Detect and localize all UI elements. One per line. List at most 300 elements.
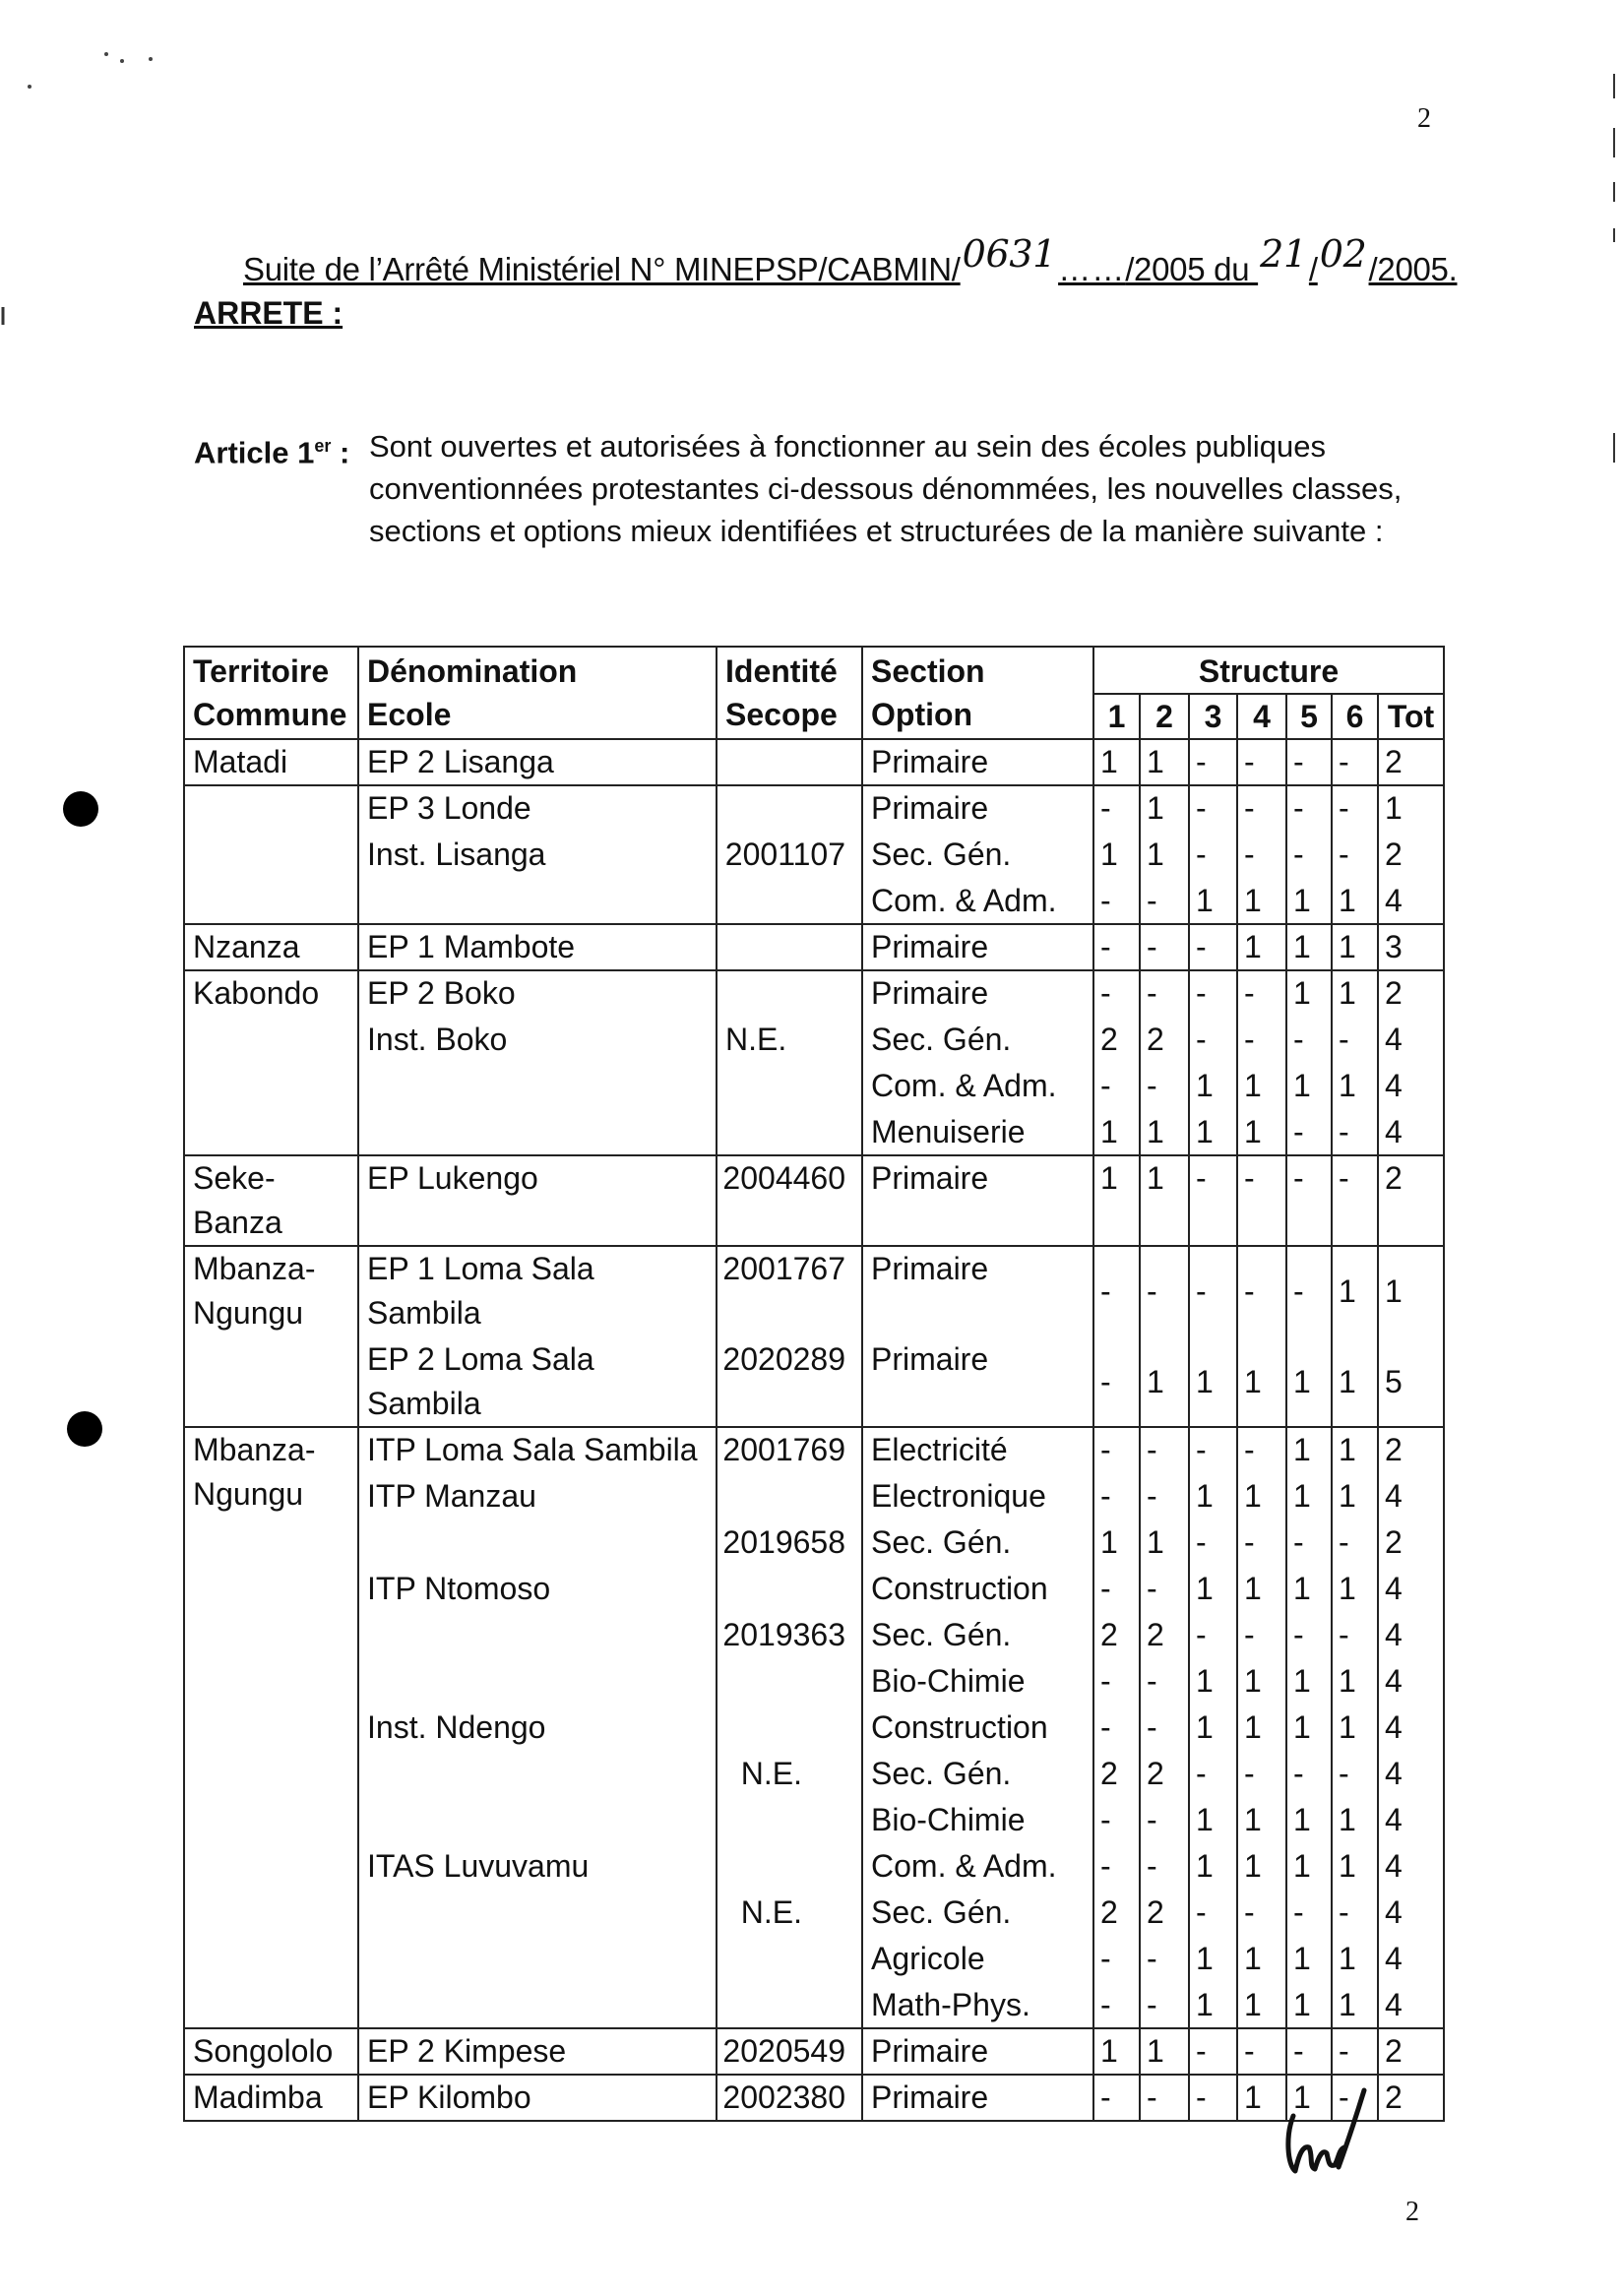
header-option-label: Option xyxy=(871,697,973,732)
cell-structure-3: - xyxy=(1189,2075,1237,2121)
cell-structure-1: - xyxy=(1093,785,1140,832)
cell-section: Primaire xyxy=(862,785,1093,832)
cell-section: Bio-Chimie xyxy=(862,1658,1093,1705)
cell-ecole: Inst. Lisanga xyxy=(358,832,717,878)
table-row xyxy=(184,878,1444,924)
cell-total: 1 xyxy=(1378,785,1444,832)
cell-structure-1: 1 xyxy=(1093,1109,1140,1155)
cell-structure-3: 1 xyxy=(1189,1797,1237,1843)
cell-identite xyxy=(717,970,862,1017)
decree-year-part: /2005 du xyxy=(1125,251,1259,287)
cell-section: Sec. Gén. xyxy=(862,1890,1093,1936)
cell-structure-4: 1 xyxy=(1237,1936,1286,1982)
cell-structure-3: - xyxy=(1189,1751,1237,1797)
cell-structure-3: 1 xyxy=(1189,878,1237,924)
cell-structure-3: - xyxy=(1189,1520,1237,1566)
handwritten-day: 21 xyxy=(1260,232,1307,276)
cell-structure-4: - xyxy=(1237,2028,1286,2075)
cell-structure-6: 1 xyxy=(1332,1843,1378,1890)
cell-structure-1: 2 xyxy=(1093,1751,1140,1797)
cell-identite xyxy=(717,1705,862,1751)
cell-territoire: Matadi xyxy=(184,739,358,785)
cell-ecole: ITP Manzau xyxy=(358,1473,717,1520)
cell-structure-4: - xyxy=(1237,785,1286,832)
cell-structure-6: 1 xyxy=(1332,1797,1378,1843)
cell-total: 4 xyxy=(1378,1566,1444,1612)
cell-ecole: EP 2 Lisanga xyxy=(358,739,717,785)
cell-ecole: EP 3 Londe xyxy=(358,785,717,832)
cell-structure-6: 1 xyxy=(1332,1336,1378,1427)
table-row xyxy=(184,1751,1444,1797)
table-row xyxy=(184,1063,1444,1109)
decree-year-end: /2005. xyxy=(1368,251,1458,287)
table-row xyxy=(184,2075,1444,2121)
cell-structure-3: 1 xyxy=(1189,1982,1237,2028)
cell-identite: 2020289 xyxy=(717,1336,862,1427)
cell-ecole: EP 1 Mambote xyxy=(358,924,717,970)
cell-total: 4 xyxy=(1378,1705,1444,1751)
cell-structure-2: 1 xyxy=(1140,739,1189,785)
cell-identite xyxy=(717,1566,862,1612)
cell-total: 4 xyxy=(1378,1797,1444,1843)
header-col-1: 1 xyxy=(1093,694,1140,739)
cell-structure-1: - xyxy=(1093,2075,1140,2121)
decree-reference xyxy=(243,232,1458,289)
table-row xyxy=(184,1658,1444,1705)
cell-identite xyxy=(717,924,862,970)
cell-structure-2: 1 xyxy=(1140,785,1189,832)
cell-total: 2 xyxy=(1378,1520,1444,1566)
cell-ecole xyxy=(358,1658,717,1705)
cell-ecole: ITP Ntomoso xyxy=(358,1566,717,1612)
cell-structure-3: 1 xyxy=(1189,1936,1237,1982)
cell-structure-5: 1 xyxy=(1286,1797,1332,1843)
header-territoire xyxy=(184,647,358,739)
cell-structure-6: - xyxy=(1332,832,1378,878)
cell-structure-1: - xyxy=(1093,1473,1140,1520)
table-row xyxy=(184,1246,1444,1336)
cell-structure-4: 1 xyxy=(1237,1658,1286,1705)
cell-structure-4: 1 xyxy=(1237,878,1286,924)
cell-structure-6: 1 xyxy=(1332,924,1378,970)
cell-structure-6: 1 xyxy=(1332,1473,1378,1520)
cell-structure-5: 1 xyxy=(1286,1063,1332,1109)
cell-structure-2: - xyxy=(1140,1982,1189,2028)
cell-structure-1: - xyxy=(1093,1705,1140,1751)
cell-structure-1: 2 xyxy=(1093,1890,1140,1936)
cell-structure-3: - xyxy=(1189,1246,1237,1336)
cell-structure-3: - xyxy=(1189,1017,1237,1063)
cell-structure-2: - xyxy=(1140,924,1189,970)
cell-structure-4: - xyxy=(1237,1890,1286,1936)
margin-bullet xyxy=(67,1411,102,1447)
header-denomination-label: Dénomination xyxy=(367,653,578,689)
cell-total: 4 xyxy=(1378,1751,1444,1797)
cell-identite: 2001767 xyxy=(717,1246,862,1336)
cell-structure-1: 1 xyxy=(1093,1155,1140,1246)
cell-structure-2: - xyxy=(1140,1566,1189,1612)
cell-section: Primaire xyxy=(862,1155,1093,1246)
header-commune-label: Commune xyxy=(193,697,347,732)
table-row xyxy=(184,1843,1444,1890)
cell-structure-2: - xyxy=(1140,2075,1189,2121)
cell-section: Agricole xyxy=(862,1936,1093,1982)
cell-structure-5: 1 xyxy=(1286,1936,1332,1982)
cell-structure-1: - xyxy=(1093,970,1140,1017)
cell-structure-5: - xyxy=(1286,1109,1332,1155)
cell-section: Electronique xyxy=(862,1473,1093,1520)
cell-ecole xyxy=(358,1063,717,1109)
cell-structure-3: - xyxy=(1189,924,1237,970)
cell-identite: N.E. xyxy=(717,1017,862,1063)
cell-structure-1: - xyxy=(1093,1427,1140,1473)
header-col-tot: Tot xyxy=(1378,694,1444,739)
cell-section: Sec. Gén. xyxy=(862,1612,1093,1658)
cell-ecole: EP 1 Loma Sala Sambila xyxy=(358,1246,717,1336)
cell-structure-1: - xyxy=(1093,1246,1140,1336)
schools-table xyxy=(183,646,1445,2122)
cell-section: Com. & Adm. xyxy=(862,878,1093,924)
cell-structure-2: - xyxy=(1140,1473,1189,1520)
article-label-colon: : xyxy=(331,435,350,470)
cell-structure-5: - xyxy=(1286,1890,1332,1936)
margin-bullet xyxy=(63,791,98,827)
table-row xyxy=(184,924,1444,970)
cell-section: Math-Phys. xyxy=(862,1982,1093,2028)
cell-structure-4: 1 xyxy=(1237,1566,1286,1612)
cell-total: 4 xyxy=(1378,1612,1444,1658)
cell-structure-4: - xyxy=(1237,1427,1286,1473)
cell-total: 4 xyxy=(1378,1936,1444,1982)
cell-structure-6: - xyxy=(1332,2075,1378,2121)
table-row xyxy=(184,1155,1444,1246)
cell-structure-2: - xyxy=(1140,878,1189,924)
cell-section: Sec. Gén. xyxy=(862,832,1093,878)
cell-structure-2: 1 xyxy=(1140,1109,1189,1155)
cell-structure-2: 1 xyxy=(1140,1520,1189,1566)
cell-structure-5: 1 xyxy=(1286,1427,1332,1473)
cell-territoire: Nzanza xyxy=(184,924,358,970)
cell-identite: 2004460 xyxy=(717,1155,862,1246)
cell-ecole: EP 2 Kimpese xyxy=(358,2028,717,2075)
cell-section: Com. & Adm. xyxy=(862,1843,1093,1890)
cell-identite xyxy=(717,1109,862,1155)
cell-identite xyxy=(717,1982,862,2028)
cell-ecole xyxy=(358,1890,717,1936)
cell-structure-4: 1 xyxy=(1237,1843,1286,1890)
cell-section: Electricité xyxy=(862,1427,1093,1473)
header-col-3: 3 xyxy=(1189,694,1237,739)
cell-structure-2: 2 xyxy=(1140,1890,1189,1936)
cell-ecole: ITP Loma Sala Sambila xyxy=(358,1427,717,1473)
cell-total: 4 xyxy=(1378,1473,1444,1520)
table-row xyxy=(184,1705,1444,1751)
cell-structure-3: 1 xyxy=(1189,1658,1237,1705)
cell-structure-4: - xyxy=(1237,1751,1286,1797)
cell-structure-2: 1 xyxy=(1140,2028,1189,2075)
arrete-heading: ARRETE : xyxy=(194,295,343,331)
cell-structure-3: - xyxy=(1189,2028,1237,2075)
cell-identite: N.E. xyxy=(717,1890,862,1936)
cell-structure-6: - xyxy=(1332,1155,1378,1246)
cell-structure-6: - xyxy=(1332,1017,1378,1063)
table-row xyxy=(184,1566,1444,1612)
cell-structure-2: - xyxy=(1140,1705,1189,1751)
cell-total: 4 xyxy=(1378,1982,1444,2028)
cell-section: Construction xyxy=(862,1566,1093,1612)
cell-section: Menuiserie xyxy=(862,1109,1093,1155)
header-identite xyxy=(717,647,862,739)
cell-structure-3: 1 xyxy=(1189,1705,1237,1751)
cell-structure-2: - xyxy=(1140,1658,1189,1705)
cell-section: Com. & Adm. xyxy=(862,1063,1093,1109)
header-section xyxy=(862,647,1093,739)
article-label-sup: er xyxy=(314,436,332,456)
cell-section: Primaire xyxy=(862,2075,1093,2121)
cell-structure-3: - xyxy=(1189,1155,1237,1246)
cell-structure-5: - xyxy=(1286,1155,1332,1246)
cell-identite: 2001769 xyxy=(717,1427,862,1473)
cell-section: Primaire xyxy=(862,970,1093,1017)
cell-section: Primaire xyxy=(862,739,1093,785)
cell-structure-4: - xyxy=(1237,1155,1286,1246)
cell-total: 2 xyxy=(1378,970,1444,1017)
table-row xyxy=(184,970,1444,1017)
cell-structure-4: - xyxy=(1237,739,1286,785)
cell-structure-5: - xyxy=(1286,1612,1332,1658)
table-header-row-1 xyxy=(184,647,1444,694)
cell-structure-5: - xyxy=(1286,1017,1332,1063)
cell-section: Primaire xyxy=(862,1246,1093,1336)
page-number-top: 2 xyxy=(1417,103,1431,134)
cell-structure-4: 1 xyxy=(1237,1705,1286,1751)
cell-structure-4: 1 xyxy=(1237,1109,1286,1155)
cell-structure-2: 1 xyxy=(1140,1336,1189,1427)
cell-structure-3: - xyxy=(1189,970,1237,1017)
table-row xyxy=(184,1017,1444,1063)
cell-section: Primaire xyxy=(862,1336,1093,1427)
header-col-6: 6 xyxy=(1332,694,1378,739)
cell-structure-6: - xyxy=(1332,1751,1378,1797)
cell-structure-2: - xyxy=(1140,970,1189,1017)
cell-structure-2: 2 xyxy=(1140,1612,1189,1658)
cell-structure-4: - xyxy=(1237,1017,1286,1063)
cell-structure-3: 1 xyxy=(1189,1473,1237,1520)
handwritten-decree-number: 0631 xyxy=(962,232,1057,276)
cell-structure-6: 1 xyxy=(1332,1705,1378,1751)
cell-structure-5: 1 xyxy=(1286,1336,1332,1427)
cell-structure-4: 1 xyxy=(1237,2075,1286,2121)
cell-structure-2: 2 xyxy=(1140,1017,1189,1063)
cell-identite: 2019658 xyxy=(717,1520,862,1566)
cell-ecole: Inst. Boko xyxy=(358,1017,717,1063)
cell-structure-5: 1 xyxy=(1286,1473,1332,1520)
table-row xyxy=(184,832,1444,878)
header-denomination xyxy=(358,647,717,739)
cell-total: 2 xyxy=(1378,2028,1444,2075)
cell-section: Sec. Gén. xyxy=(862,1751,1093,1797)
cell-structure-4: 1 xyxy=(1237,1473,1286,1520)
cell-identite: 2019363 xyxy=(717,1612,862,1658)
cell-total: 2 xyxy=(1378,2075,1444,2121)
cell-ecole: ITAS Luvuvamu xyxy=(358,1843,717,1890)
cell-total: 2 xyxy=(1378,832,1444,878)
cell-structure-4: - xyxy=(1237,970,1286,1017)
cell-structure-4: 1 xyxy=(1237,1336,1286,1427)
cell-structure-1: 1 xyxy=(1093,2028,1140,2075)
table-row xyxy=(184,739,1444,785)
cell-structure-4: - xyxy=(1237,1246,1286,1336)
cell-structure-1: - xyxy=(1093,1566,1140,1612)
cell-structure-1: 1 xyxy=(1093,739,1140,785)
cell-identite xyxy=(717,878,862,924)
cell-territoire: Seke- Banza xyxy=(184,1155,358,1246)
cell-structure-4: 1 xyxy=(1237,1063,1286,1109)
cell-structure-5: - xyxy=(1286,739,1332,785)
cell-territoire: Mbanza- Ngungu xyxy=(184,1427,358,2028)
header-secope-label: Secope xyxy=(725,697,838,732)
cell-total: 1 xyxy=(1378,1246,1444,1336)
cell-structure-5: - xyxy=(1286,1751,1332,1797)
cell-structure-5: 1 xyxy=(1286,924,1332,970)
cell-structure-2: - xyxy=(1140,1246,1189,1336)
table-row xyxy=(184,1427,1444,1473)
cell-identite: 2020549 xyxy=(717,2028,862,2075)
cell-ecole xyxy=(358,1109,717,1155)
cell-structure-5: 1 xyxy=(1286,1658,1332,1705)
table-row xyxy=(184,1612,1444,1658)
cell-structure-3: 1 xyxy=(1189,1336,1237,1427)
cell-structure-2: - xyxy=(1140,1063,1189,1109)
table-row xyxy=(184,785,1444,832)
cell-ecole xyxy=(358,1936,717,1982)
cell-structure-5: - xyxy=(1286,2028,1332,2075)
cell-structure-6: 1 xyxy=(1332,970,1378,1017)
cell-structure-3: 1 xyxy=(1189,1566,1237,1612)
cell-total: 4 xyxy=(1378,1890,1444,1936)
header-structure: Structure xyxy=(1093,647,1444,694)
cell-ecole: EP Kilombo xyxy=(358,2075,717,2121)
article-label xyxy=(194,425,349,473)
cell-total: 4 xyxy=(1378,1017,1444,1063)
cell-structure-1: - xyxy=(1093,1658,1140,1705)
cell-structure-5: - xyxy=(1286,785,1332,832)
cell-structure-2: 2 xyxy=(1140,1751,1189,1797)
cell-structure-3: 1 xyxy=(1189,1843,1237,1890)
cell-structure-4: 1 xyxy=(1237,1982,1286,2028)
cell-structure-1: 1 xyxy=(1093,1520,1140,1566)
cell-structure-5: 1 xyxy=(1286,1566,1332,1612)
cell-structure-5: - xyxy=(1286,1246,1332,1336)
cell-structure-6: 1 xyxy=(1332,1936,1378,1982)
cell-structure-5: 1 xyxy=(1286,1982,1332,2028)
table-row xyxy=(184,1982,1444,2028)
cell-structure-5: 1 xyxy=(1286,1843,1332,1890)
cell-structure-2: - xyxy=(1140,1843,1189,1890)
cell-structure-2: - xyxy=(1140,1797,1189,1843)
cell-ecole xyxy=(358,1982,717,2028)
cell-structure-6: 1 xyxy=(1332,1566,1378,1612)
cell-total: 4 xyxy=(1378,1658,1444,1705)
cell-structure-4: - xyxy=(1237,1520,1286,1566)
handwritten-month: 02 xyxy=(1319,232,1367,276)
cell-structure-6: 1 xyxy=(1332,1658,1378,1705)
cell-section: Sec. Gén. xyxy=(862,1017,1093,1063)
cell-territoire: Songololo xyxy=(184,2028,358,2075)
cell-structure-6: 1 xyxy=(1332,1063,1378,1109)
table-row xyxy=(184,1797,1444,1843)
cell-structure-5: - xyxy=(1286,1520,1332,1566)
cell-structure-5: - xyxy=(1286,832,1332,878)
cell-structure-4: 1 xyxy=(1237,924,1286,970)
header-col-5: 5 xyxy=(1286,694,1332,739)
table-row xyxy=(184,2028,1444,2075)
cell-structure-3: - xyxy=(1189,785,1237,832)
cell-structure-6: - xyxy=(1332,1109,1378,1155)
header-territoire-label: Territoire xyxy=(193,653,330,689)
cell-structure-5: 1 xyxy=(1286,970,1332,1017)
cell-structure-3: - xyxy=(1189,1427,1237,1473)
cell-territoire: Madimba xyxy=(184,2075,358,2121)
header-section-label: Section xyxy=(871,653,985,689)
cell-structure-5: 1 xyxy=(1286,878,1332,924)
cell-total: 2 xyxy=(1378,1427,1444,1473)
cell-structure-6: 1 xyxy=(1332,1427,1378,1473)
cell-ecole: EP 2 Boko xyxy=(358,970,717,1017)
cell-section: Bio-Chimie xyxy=(862,1797,1093,1843)
cell-total: 2 xyxy=(1378,739,1444,785)
cell-structure-1: 1 xyxy=(1093,832,1140,878)
cell-structure-6: - xyxy=(1332,1520,1378,1566)
cell-structure-1: 2 xyxy=(1093,1612,1140,1658)
cell-structure-5: 1 xyxy=(1286,2075,1332,2121)
cell-structure-1: - xyxy=(1093,1982,1140,2028)
decree-reference-dots: …… xyxy=(1058,251,1126,287)
cell-structure-1: - xyxy=(1093,1936,1140,1982)
table-row xyxy=(184,1520,1444,1566)
cell-structure-6: - xyxy=(1332,785,1378,832)
cell-structure-6: 1 xyxy=(1332,878,1378,924)
cell-structure-1: - xyxy=(1093,1843,1140,1890)
table-row xyxy=(184,1890,1444,1936)
cell-structure-5: 1 xyxy=(1286,1705,1332,1751)
cell-structure-2: - xyxy=(1140,1936,1189,1982)
cell-ecole xyxy=(358,878,717,924)
cell-total: 4 xyxy=(1378,1109,1444,1155)
cell-total: 5 xyxy=(1378,1336,1444,1427)
cell-section: Primaire xyxy=(862,2028,1093,2075)
cell-identite xyxy=(717,1936,862,1982)
cell-structure-4: - xyxy=(1237,832,1286,878)
cell-total: 4 xyxy=(1378,1063,1444,1109)
cell-identite xyxy=(717,1063,862,1109)
cell-territoire xyxy=(184,785,358,924)
header-identite-label: Identité xyxy=(725,653,838,689)
header-ecole-label: Ecole xyxy=(367,697,452,732)
cell-identite xyxy=(717,1843,862,1890)
cell-identite: N.E. xyxy=(717,1751,862,1797)
cell-total: 4 xyxy=(1378,1843,1444,1890)
handwritten-initials xyxy=(1279,2077,1368,2185)
cell-structure-2: 1 xyxy=(1140,832,1189,878)
cell-structure-3: 1 xyxy=(1189,1063,1237,1109)
header-col-2: 2 xyxy=(1140,694,1189,739)
article-text: Sont ouvertes et autorisées à fonctionner au sein des écoles publiques conventionnées protestantes ci-dessous dénommées, les nouvelles classes, sections et options mieux identifiées et structurées de la manière suivante : xyxy=(369,429,1403,548)
cell-identite xyxy=(717,1797,862,1843)
cell-territoire: Kabondo xyxy=(184,970,358,1155)
cell-ecole xyxy=(358,1797,717,1843)
cell-identite: 2002380 xyxy=(717,2075,862,2121)
